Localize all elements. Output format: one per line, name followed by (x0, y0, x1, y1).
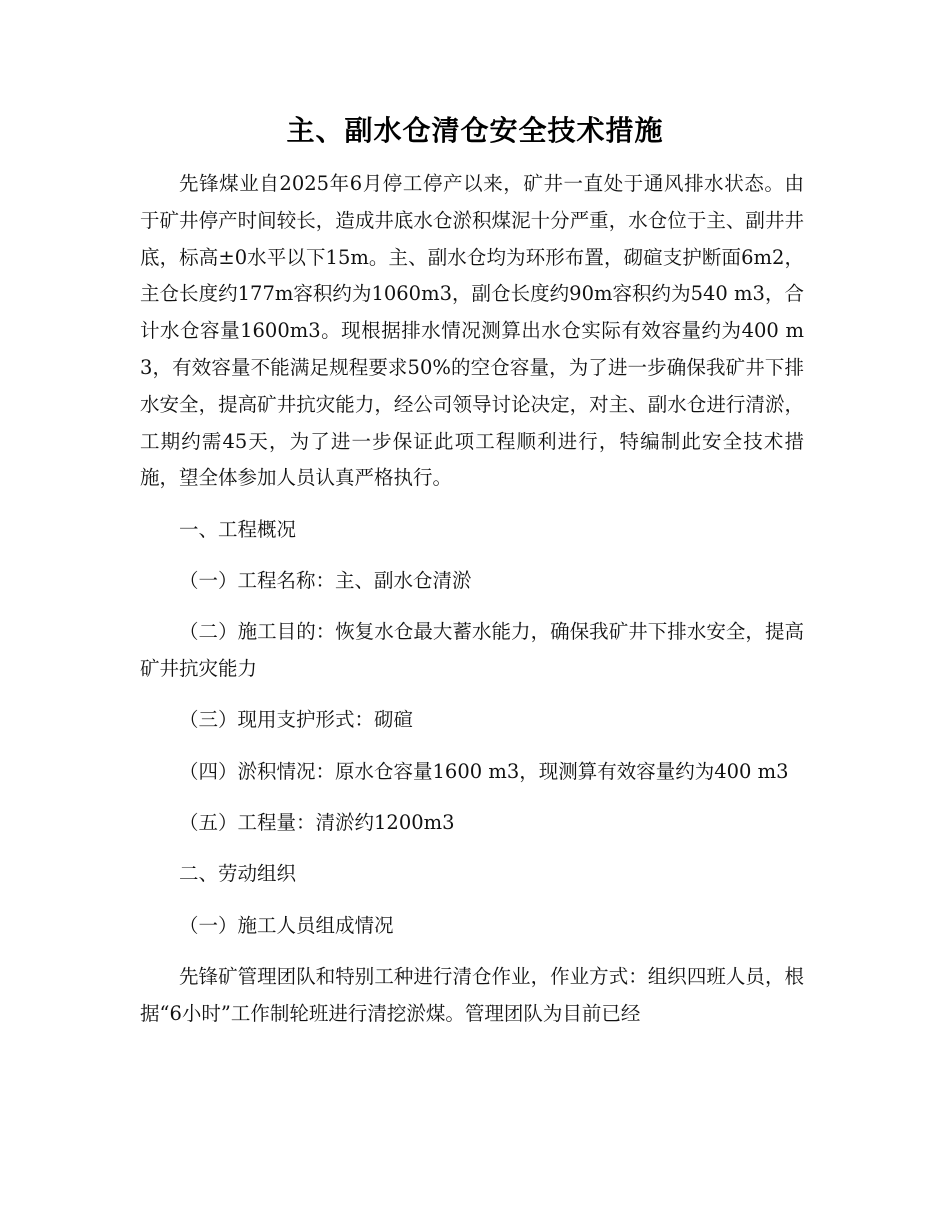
section-heading-labor-organization: 二、劳动组织 (179, 862, 297, 886)
personnel-paragraph: 先锋矿管理团队和特别工种进行清仓作业，作业方式：组织四班人员，根据“6小时”工作制轮班进行清挖淤煤。管理团队为目前已经 (140, 964, 804, 1025)
work-quantity-item: （五）工程量：清淤约1200m3 (179, 810, 455, 834)
support-form-item: （三）现用支护形式：砌碹 (179, 708, 414, 732)
personnel-composition-item: （一）施工人员组成情况 (179, 913, 394, 937)
silt-condition-item: （四）淤积情况：原水仓容量1600 m3，现测算有效容量约为400 m3 (179, 759, 789, 783)
construction-purpose-item: （二）施工目的：恢复水仓最大蓄水能力，确保我矿井下排水安全，提高矿井抗灾能力 (140, 620, 804, 681)
intro-paragraph: 先锋煤业自2025年6月停工停产以来，矿井一直处于通风排水状态。由于矿井停产时间较长，造成井底水仓淤积煤泥十分严重，水仓位于主、副井井底，标高±0水平以下15m。主、副水仓均为环形布置，砌碹支护断面6m2，主仓长度约177m容积约为1060m3，副仓长度约90m容积约为540 m3，合计水仓容量1600m3。现根据排水情况测算出水仓实际有效容量约为400 m3，有效容量不能满足规程要求50%的空仓容量，为了进一步确保我矿井下排水安全，提高矿井抗灾能力，经公司领导讨论决定，对主、副水仓进行清淤，工期约需45天，为了进一步保证此项工程顺利进行，特编制此安全技术措施，望全体参加人员认真严格执行。 (140, 172, 804, 490)
document-title: 主、副水仓清仓安全技术措施 (286, 114, 664, 147)
section-heading-project-overview: 一、工程概况 (179, 517, 297, 541)
document-body (140, 166, 804, 1032)
project-name-item: （一）工程名称：主、副水仓清淤 (179, 568, 472, 592)
